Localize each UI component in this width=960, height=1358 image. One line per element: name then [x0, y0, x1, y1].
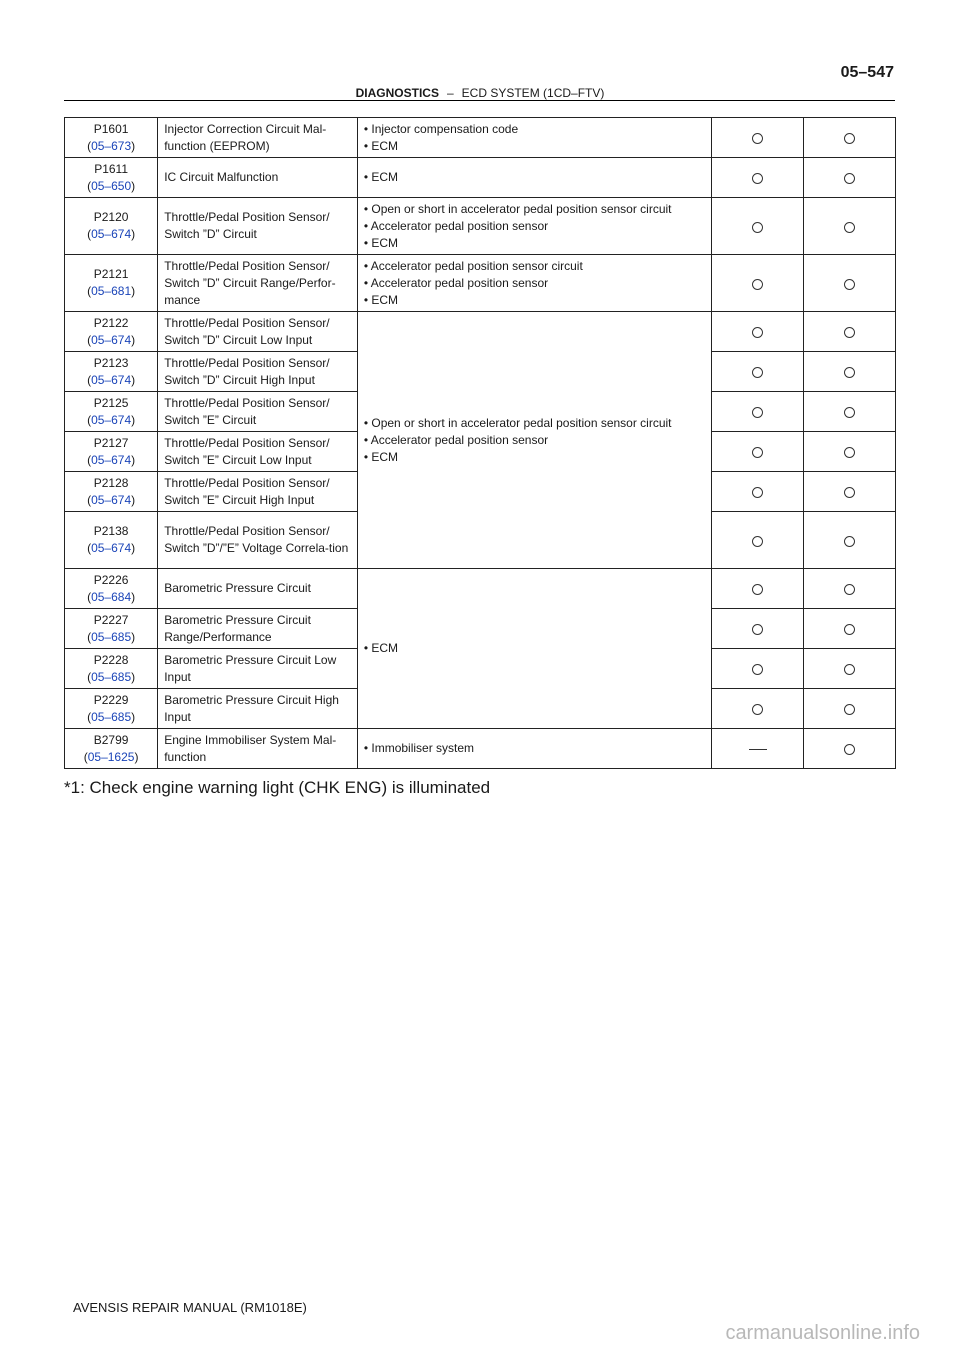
dtc-page-link[interactable]: 05–650: [91, 178, 132, 193]
mil-indicator-cell: [712, 472, 804, 512]
dtc-code-cell: P2228 (05–685): [65, 649, 158, 689]
trouble-area: [357, 118, 711, 158]
circle-mark: [752, 447, 763, 458]
mil-indicator-cell: [712, 689, 804, 729]
detection-item: Throttle/Pedal Position Sensor/ Switch ”D” Circuit Low Input: [158, 312, 358, 352]
table-row: [65, 255, 896, 312]
detection-item: Throttle/Pedal Position Sensor/ Switch ”D” Circuit: [158, 198, 358, 255]
trouble-area-line: • Open or short in accelerator pedal position sensor circuit: [363, 415, 672, 430]
dtc-page-link[interactable]: 05–685: [91, 629, 132, 644]
memory-indicator-cell: [804, 512, 896, 569]
dtc-code-cell: P2121 (05–681): [65, 255, 158, 312]
dtc-code: P2138: [93, 524, 129, 538]
trouble-area-line: • Open or short in accelerator pedal position sensor circuit: [363, 201, 672, 216]
circle-mark: [844, 664, 855, 675]
trouble-area-line: • Accelerator pedal position sensor: [363, 275, 549, 290]
memory-indicator-cell: [804, 118, 896, 158]
dtc-code-cell: P1601 (05–673): [65, 118, 158, 158]
trouble-area-line: • ECM: [363, 641, 399, 655]
detection-item: Barometric Pressure Circuit High Input: [158, 689, 358, 729]
circle-mark: [844, 279, 855, 290]
header-separator: –: [446, 86, 454, 100]
table-row: [65, 118, 896, 158]
dtc-page-link[interactable]: 05–685: [91, 669, 132, 684]
mil-indicator-cell: [712, 609, 804, 649]
mil-indicator-cell: [712, 729, 804, 769]
dash-mark: [749, 749, 767, 750]
dtc-code: P2127: [93, 435, 129, 450]
memory-indicator-cell: [804, 312, 896, 352]
trouble-area-line: • ECM: [363, 235, 399, 250]
trouble-area-line: • ECM: [363, 170, 399, 184]
circle-mark: [752, 624, 763, 635]
memory-indicator-cell: [804, 569, 896, 609]
memory-indicator-cell: [804, 198, 896, 255]
detection-item: Throttle/Pedal Position Sensor/ Switch ”E” Circuit: [158, 392, 358, 432]
table-row: [65, 198, 896, 255]
detection-item: Injector Correction Circuit Mal-function (EEPROM): [158, 118, 358, 158]
trouble-area: [357, 158, 711, 198]
memory-indicator-cell: [804, 689, 896, 729]
circle-mark: [844, 407, 855, 418]
table-row: [65, 158, 896, 198]
dtc-page-link[interactable]: 05–674: [91, 227, 132, 241]
mil-indicator-cell: [712, 118, 804, 158]
detection-item: Engine Immobiliser System Mal-function: [158, 729, 358, 769]
dtc-code: B2799: [93, 732, 129, 747]
detection-item: Barometric Pressure Circuit: [158, 569, 358, 609]
dtc-code-cell: P2125 (05–674): [65, 392, 158, 432]
detection-item: Throttle/Pedal Position Sensor/ Switch ”D”/”E” Voltage Correla-tion: [158, 512, 358, 569]
circle-mark: [752, 407, 763, 418]
mil-indicator-cell: [712, 312, 804, 352]
dtc-page-link[interactable]: 05–685: [91, 709, 132, 724]
dtc-page-link[interactable]: 05–674: [91, 412, 132, 427]
detection-item: Throttle/Pedal Position Sensor/ Switch ”E” Circuit Low Input: [158, 432, 358, 472]
trouble-area: [357, 198, 711, 255]
circle-mark: [752, 222, 763, 233]
dtc-page-link[interactable]: 05–681: [91, 284, 132, 298]
circle-mark: [752, 133, 763, 144]
memory-indicator-cell: [804, 352, 896, 392]
dtc-code: P2125: [93, 395, 129, 410]
dtc-code-cell: P2226 (05–684): [65, 569, 158, 609]
trouble-area: [357, 729, 711, 769]
dtc-code: P2227: [93, 612, 129, 627]
trouble-area-line: • ECM: [363, 449, 399, 464]
detection-item: Throttle/Pedal Position Sensor/ Switch ”D” Circuit Range/Perfor-mance: [158, 255, 358, 312]
mil-indicator-cell: [712, 255, 804, 312]
dtc-page-link[interactable]: 05–674: [91, 332, 132, 347]
dtc-page-link[interactable]: 05–674: [91, 492, 132, 507]
mil-indicator-cell: [712, 158, 804, 198]
memory-indicator-cell: [804, 609, 896, 649]
dtc-page-link[interactable]: 05–684: [91, 589, 132, 604]
header-subsection: ECD SYSTEM (1CD–FTV): [461, 86, 605, 100]
circle-mark: [844, 744, 855, 755]
table-row: [65, 569, 896, 609]
circle-mark: [752, 279, 763, 290]
circle-mark: [752, 664, 763, 675]
memory-indicator-cell: [804, 255, 896, 312]
header-rule: [64, 100, 895, 101]
dtc-page-link[interactable]: 05–674: [91, 452, 132, 467]
circle-mark: [844, 447, 855, 458]
memory-indicator-cell: [804, 392, 896, 432]
circle-mark: [752, 487, 763, 498]
circle-mark: [844, 487, 855, 498]
circle-mark: [752, 584, 763, 595]
dtc-code-cell: P2138 (05–674): [65, 512, 158, 569]
header-section: DIAGNOSTICS: [355, 86, 439, 100]
footer: AVENSIS REPAIR MANUAL (RM1018E): [73, 1300, 307, 1315]
trouble-area-line: • ECM: [363, 292, 399, 307]
dtc-code: P1611: [94, 161, 128, 176]
circle-mark: [752, 704, 763, 715]
dtc-code-cell: B2799 (05–1625): [65, 729, 158, 769]
memory-indicator-cell: [804, 649, 896, 689]
circle-mark: [752, 367, 763, 378]
dtc-code: P2128: [93, 475, 129, 490]
dtc-table-body: [65, 118, 896, 769]
mil-indicator-cell: [712, 569, 804, 609]
circle-mark: [844, 624, 855, 635]
mil-indicator-cell: [712, 198, 804, 255]
page-header: [0, 86, 960, 100]
dtc-code: P2121: [93, 267, 129, 281]
memory-indicator-cell: [804, 472, 896, 512]
circle-mark: [844, 704, 855, 715]
mil-indicator-cell: [712, 392, 804, 432]
dtc-page-link[interactable]: 05–1625: [87, 749, 135, 764]
trouble-area-line: • Accelerator pedal position sensor circuit: [363, 258, 583, 273]
circle-mark: [844, 173, 855, 184]
dtc-code-cell: P2229 (05–685): [65, 689, 158, 729]
circle-mark: [844, 536, 855, 547]
dtc-code-cell: P2227 (05–685): [65, 609, 158, 649]
page-number: 05–547: [840, 64, 894, 81]
detection-item: Throttle/Pedal Position Sensor/ Switch ”E” Circuit High Input: [158, 472, 358, 512]
dtc-code-cell: P1611 (05–650): [65, 158, 158, 198]
dtc-code: P2120: [93, 210, 129, 224]
dtc-page-link[interactable]: 05–673: [91, 138, 132, 153]
circle-mark: [844, 222, 855, 233]
trouble-area-line: • Accelerator pedal position sensor: [363, 218, 549, 233]
trouble-area: [357, 569, 711, 729]
circle-mark: [844, 367, 855, 378]
circle-mark: [752, 173, 763, 184]
dtc-page-link[interactable]: 05–674: [91, 372, 132, 387]
dtc-code: P1601: [93, 121, 129, 136]
mil-indicator-cell: [712, 432, 804, 472]
detection-item: Throttle/Pedal Position Sensor/ Switch ”D” Circuit High Input: [158, 352, 358, 392]
dtc-table: [64, 117, 896, 769]
trouble-area: [357, 255, 711, 312]
trouble-area: [357, 312, 711, 569]
watermark: carmanualsonline.info: [725, 1322, 920, 1344]
dtc-page-link[interactable]: 05–674: [91, 541, 132, 555]
mil-indicator-cell: [712, 649, 804, 689]
dtc-code: P2226: [93, 572, 129, 587]
detection-item: Barometric Pressure Circuit Range/Performance: [158, 609, 358, 649]
memory-indicator-cell: [804, 729, 896, 769]
memory-indicator-cell: [804, 158, 896, 198]
circle-mark: [844, 133, 855, 144]
circle-mark: [752, 327, 763, 338]
dtc-code-cell: P2123 (05–674): [65, 352, 158, 392]
memory-indicator-cell: [804, 432, 896, 472]
trouble-area-line: • Immobiliser system: [363, 741, 475, 755]
circle-mark: [844, 327, 855, 338]
table-row: [65, 312, 896, 352]
circle-mark: [844, 584, 855, 595]
dtc-code-cell: P2127 (05–674): [65, 432, 158, 472]
dtc-code-cell: P2122 (05–674): [65, 312, 158, 352]
circle-mark: [752, 536, 763, 547]
dtc-code: P2123: [93, 355, 129, 370]
dtc-code: P2229: [93, 692, 129, 707]
detection-item: IC Circuit Malfunction: [158, 158, 358, 198]
detection-item: Barometric Pressure Circuit Low Input: [158, 649, 358, 689]
dtc-code: P2228: [93, 652, 129, 667]
dtc-code: P2122: [93, 315, 129, 330]
dtc-code-cell: P2120 (05–674): [65, 198, 158, 255]
footnote: *1: Check engine warning light (CHK ENG) is illuminated: [64, 778, 491, 797]
dtc-code-cell: P2128 (05–674): [65, 472, 158, 512]
trouble-area-line: • ECM: [363, 138, 399, 153]
trouble-area-line: • Injector compensation code: [363, 121, 519, 136]
mil-indicator-cell: [712, 352, 804, 392]
table-row: [65, 729, 896, 769]
mil-indicator-cell: [712, 512, 804, 569]
trouble-area-line: • Accelerator pedal position sensor: [363, 432, 549, 447]
